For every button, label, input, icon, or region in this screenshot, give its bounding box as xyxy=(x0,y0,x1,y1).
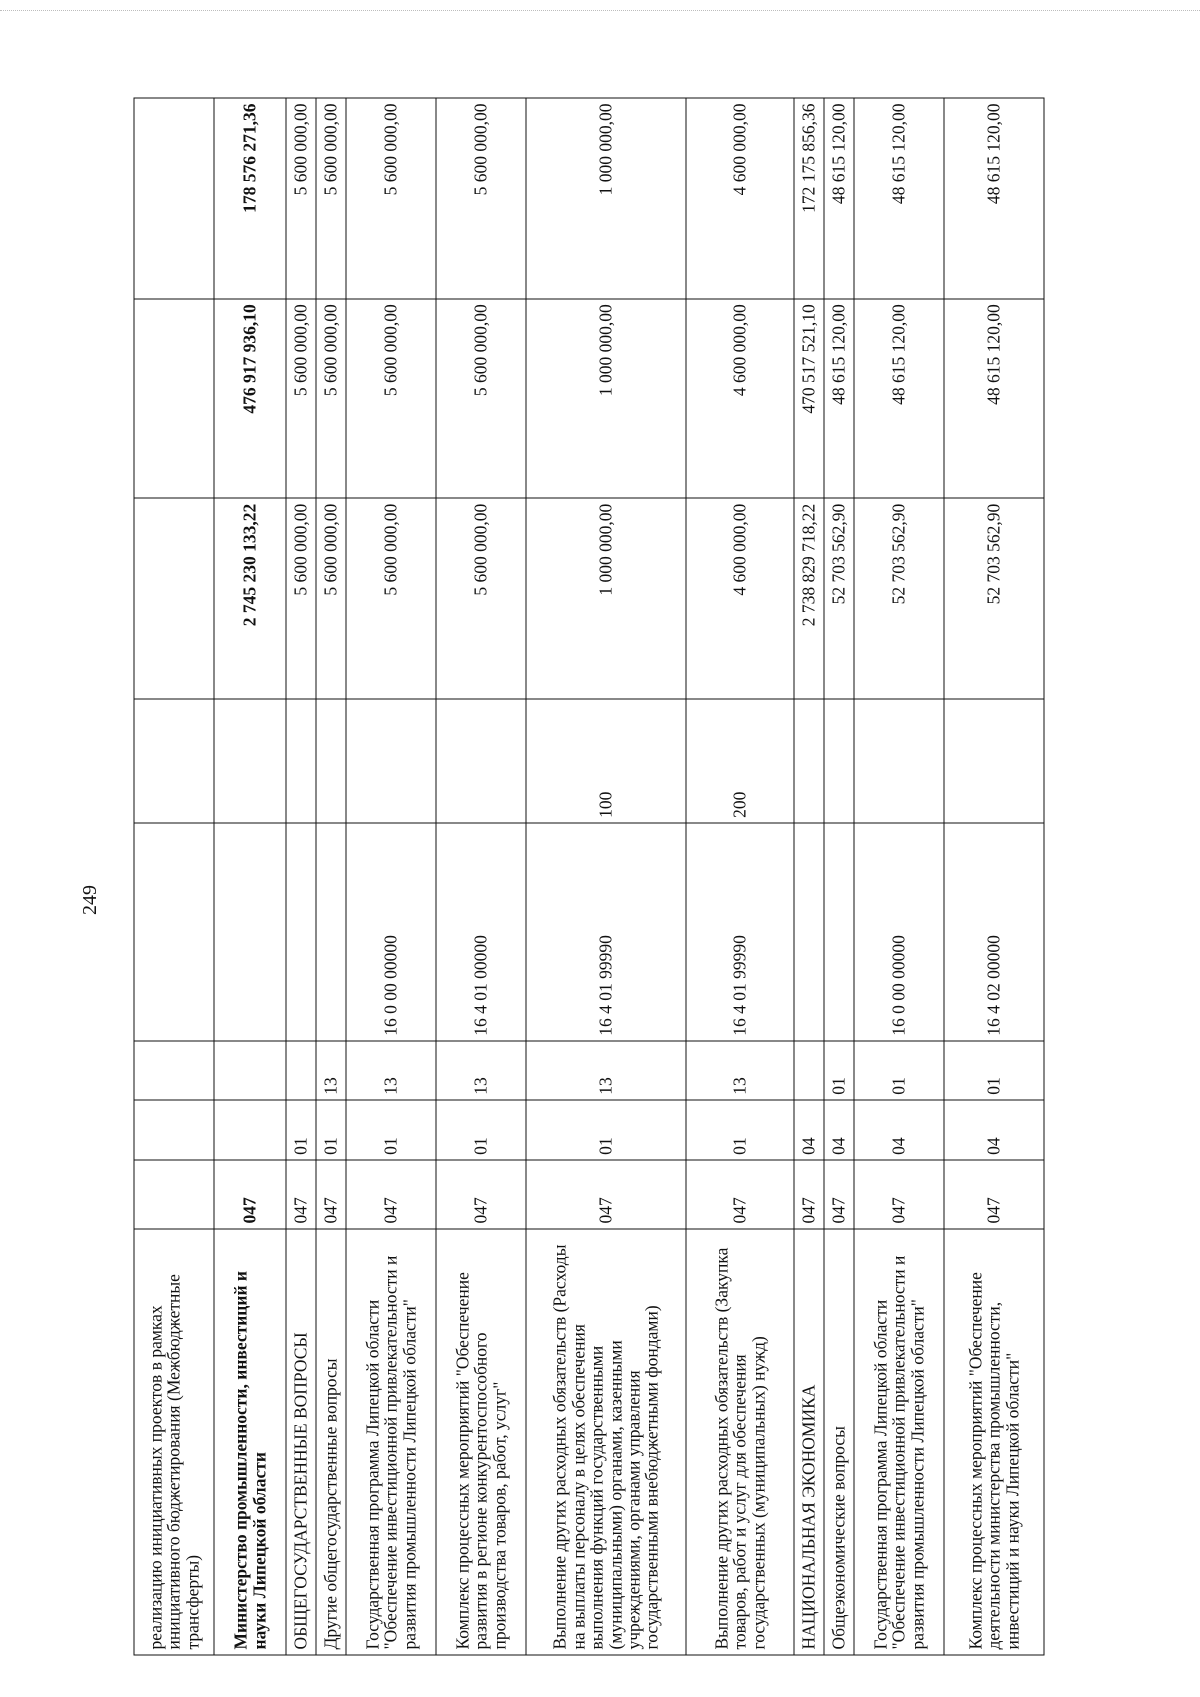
row-amount-2: 4 600 000,00 xyxy=(686,298,794,498)
row-expense-type xyxy=(794,698,824,822)
row-subsection-code: 01 xyxy=(944,1041,1044,1100)
row-name: Государственная программа Липецкой области "Обеспечение инвестиционной привлекательности и развития промышленности Липецкой области" xyxy=(854,1229,944,1655)
row-amount-3: 48 615 120,00 xyxy=(944,98,1044,299)
row-ved-code: 047 xyxy=(824,1160,854,1229)
row-name: Выполнение других расходных обязательств (Закупка товаров, работ и услуг для обеспечения государственных (муниципальных) нужд) xyxy=(686,1229,794,1655)
table-row xyxy=(134,98,214,1655)
row-amount-1: 5 600 000,00 xyxy=(346,498,436,699)
row-target-article xyxy=(134,823,214,1041)
row-amount-1: 5 600 000,00 xyxy=(436,498,526,699)
row-name: Государственная программа Липецкой области "Обеспечение инвестиционной привлекательности и развития промышленности Липецкой области" xyxy=(346,1229,436,1655)
row-amount-1 xyxy=(134,498,214,699)
row-name: Министерство промышленности, инвестиций и науки Липецкой области xyxy=(214,1229,286,1655)
row-expense-type xyxy=(346,698,436,822)
table-row xyxy=(686,98,794,1655)
row-section-code: 01 xyxy=(436,1100,526,1160)
row-section-code xyxy=(214,1100,286,1160)
row-subsection-code: 13 xyxy=(316,1041,346,1100)
row-subsection-code xyxy=(214,1041,286,1100)
row-ved-code xyxy=(134,1160,214,1229)
row-ved-code: 047 xyxy=(286,1160,316,1229)
row-amount-2: 476 917 936,10 xyxy=(214,298,286,498)
row-subsection-code: 13 xyxy=(436,1041,526,1100)
row-ved-code: 047 xyxy=(214,1160,286,1229)
row-amount-2: 5 600 000,00 xyxy=(316,298,346,498)
row-amount-2: 470 517 521,10 xyxy=(794,298,824,498)
row-amount-1: 5 600 000,00 xyxy=(286,498,316,699)
row-section-code: 01 xyxy=(316,1100,346,1160)
row-subsection-code: 13 xyxy=(686,1041,794,1100)
row-amount-3 xyxy=(134,98,214,299)
row-ved-code: 047 xyxy=(794,1160,824,1229)
row-amount-1: 4 600 000,00 xyxy=(686,498,794,699)
row-target-article: 16 4 02 00000 xyxy=(944,823,1044,1041)
row-amount-3: 4 600 000,00 xyxy=(686,98,794,299)
row-ved-code: 047 xyxy=(346,1160,436,1229)
row-section-code: 04 xyxy=(824,1100,854,1160)
row-target-article xyxy=(794,823,824,1041)
row-target-article: 16 0 00 00000 xyxy=(854,823,944,1041)
rotated-table-container xyxy=(134,97,1081,1655)
row-amount-3: 5 600 000,00 xyxy=(436,98,526,299)
row-amount-2 xyxy=(134,298,214,498)
row-amount-3: 48 615 120,00 xyxy=(854,98,944,299)
row-amount-2: 1 000 000,00 xyxy=(526,298,686,498)
row-subsection-code: 01 xyxy=(854,1041,944,1100)
row-name: НАЦИОНАЛЬНАЯ ЭКОНОМИКА xyxy=(794,1229,824,1655)
row-expense-type xyxy=(134,698,214,822)
row-target-article: 16 4 01 99990 xyxy=(526,823,686,1041)
row-section-code xyxy=(134,1100,214,1160)
row-name: ОБЩЕГОСУДАРСТВЕННЫЕ ВОПРОСЫ xyxy=(286,1229,316,1655)
row-subsection-code xyxy=(134,1041,214,1100)
row-expense-type xyxy=(316,698,346,822)
row-amount-2: 48 615 120,00 xyxy=(944,298,1044,498)
row-name: Комплекс процессных мероприятий "Обеспечение развития в регионе конкурентоспособного производства товаров, работ, услуг" xyxy=(436,1229,526,1655)
row-subsection-code: 13 xyxy=(526,1041,686,1100)
row-amount-2: 5 600 000,00 xyxy=(286,298,316,498)
table-row xyxy=(346,98,436,1655)
row-expense-type xyxy=(944,698,1044,822)
row-amount-3: 178 576 271,36 xyxy=(214,98,286,299)
table-row xyxy=(944,98,1044,1655)
row-expense-type xyxy=(286,698,316,822)
row-name: Другие общегосударственные вопросы xyxy=(316,1229,346,1655)
row-section-code: 01 xyxy=(286,1100,316,1160)
row-target-article: 16 4 01 00000 xyxy=(436,823,526,1041)
row-expense-type: 100 xyxy=(526,698,686,822)
row-section-code: 04 xyxy=(794,1100,824,1160)
table-row xyxy=(794,98,824,1655)
row-amount-2: 48 615 120,00 xyxy=(824,298,854,498)
row-amount-1: 1 000 000,00 xyxy=(526,498,686,699)
row-name: реализацию инициативных проектов в рамках инициативного бюджетирования (Межбюджетные трансферты) xyxy=(134,1229,214,1655)
table-row xyxy=(436,98,526,1655)
budget-table xyxy=(134,97,1045,1655)
row-expense-type xyxy=(824,698,854,822)
row-target-article: 16 0 00 00000 xyxy=(346,823,436,1041)
row-name: Общеэкономические вопросы xyxy=(824,1229,854,1655)
row-ved-code: 047 xyxy=(944,1160,1044,1229)
row-amount-2: 48 615 120,00 xyxy=(854,298,944,498)
row-section-code: 01 xyxy=(526,1100,686,1160)
row-expense-type: 200 xyxy=(686,698,794,822)
row-target-article xyxy=(316,823,346,1041)
row-name: Выполнение других расходных обязательств (Расходы на выплаты персоналу в целях обеспечения выполнения функций государственными (муниципальными) органами, казенными учреждениями, органами управления государственными внебюджетными фондами) xyxy=(526,1229,686,1655)
row-amount-1: 52 703 562,90 xyxy=(854,498,944,699)
row-section-code: 04 xyxy=(854,1100,944,1160)
row-expense-type xyxy=(214,698,286,822)
row-amount-3: 5 600 000,00 xyxy=(286,98,316,299)
row-ved-code: 047 xyxy=(686,1160,794,1229)
table-row xyxy=(214,98,286,1655)
row-subsection-code: 01 xyxy=(824,1041,854,1100)
row-ved-code: 047 xyxy=(854,1160,944,1229)
row-amount-3: 1 000 000,00 xyxy=(526,98,686,299)
row-expense-type xyxy=(854,698,944,822)
row-section-code: 01 xyxy=(686,1100,794,1160)
row-ved-code: 047 xyxy=(436,1160,526,1229)
row-subsection-code xyxy=(286,1041,316,1100)
row-name: Комплекс процессных мероприятий "Обеспечение деятельности министерства промышленности, инвестиций и науки Липецкой области" xyxy=(944,1229,1044,1655)
page-number: 249 xyxy=(79,885,101,915)
row-subsection-code xyxy=(794,1041,824,1100)
row-section-code: 04 xyxy=(944,1100,1044,1160)
table-row xyxy=(824,98,854,1655)
row-amount-1: 52 703 562,90 xyxy=(944,498,1044,699)
row-amount-1: 2 745 230 133,22 xyxy=(214,498,286,699)
row-target-article xyxy=(214,823,286,1041)
row-target-article: 16 4 01 99990 xyxy=(686,823,794,1041)
table-row xyxy=(526,98,686,1655)
table-row xyxy=(286,98,316,1655)
row-amount-1: 2 738 829 718,22 xyxy=(794,498,824,699)
table-body xyxy=(134,98,1044,1655)
row-amount-3: 48 615 120,00 xyxy=(824,98,854,299)
row-target-article xyxy=(824,823,854,1041)
row-amount-3: 5 600 000,00 xyxy=(346,98,436,299)
table-row xyxy=(316,98,346,1655)
row-amount-3: 5 600 000,00 xyxy=(316,98,346,299)
row-ved-code: 047 xyxy=(526,1160,686,1229)
row-ved-code: 047 xyxy=(316,1160,346,1229)
table-row xyxy=(854,98,944,1655)
row-amount-2: 5 600 000,00 xyxy=(436,298,526,498)
row-amount-2: 5 600 000,00 xyxy=(346,298,436,498)
row-amount-3: 172 175 856,36 xyxy=(794,98,824,299)
row-subsection-code: 13 xyxy=(346,1041,436,1100)
top-scan-rule xyxy=(0,10,1200,11)
row-target-article xyxy=(286,823,316,1041)
row-expense-type xyxy=(436,698,526,822)
row-amount-1: 52 703 562,90 xyxy=(824,498,854,699)
row-amount-1: 5 600 000,00 xyxy=(316,498,346,699)
row-section-code: 01 xyxy=(346,1100,436,1160)
